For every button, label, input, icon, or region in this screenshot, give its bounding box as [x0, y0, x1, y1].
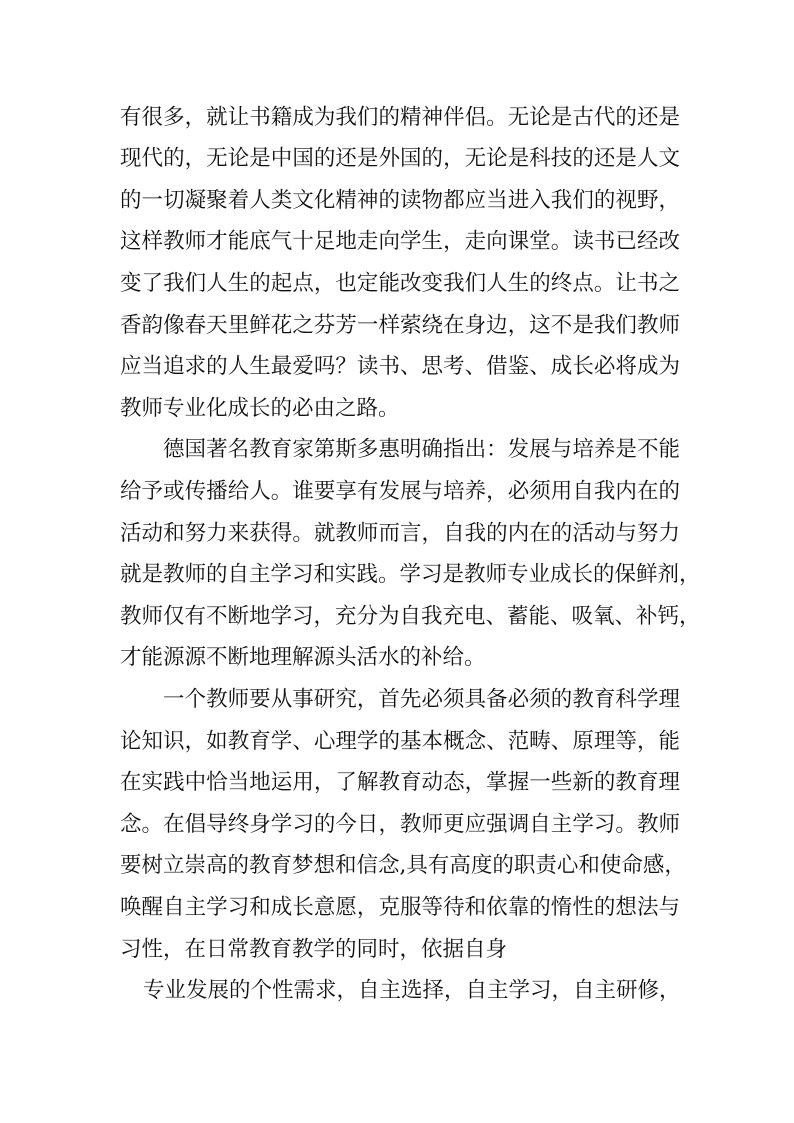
text-line-22: 专业发展的个性需求，自主选择，自主学习，自主研修，: [143, 978, 681, 1003]
text-line-19: 要树立崇高的教育梦想和信念,具有高度的职责心和使命感，: [120, 853, 686, 878]
text-line-5: 变了我们人生的起点，也定能改变我们人生的终点。让书之: [120, 271, 680, 296]
text-line-21: 习性，在日常教育教学的同时，依据自身: [120, 937, 508, 962]
text-line-17: 在实践中恰当地运用，了解教育动态，掌握一些新的教育理: [120, 770, 680, 795]
text-line-8: 教师专业化成长的必由之路。: [120, 396, 400, 421]
text-line-2: 现代的，无论是中国的还是外国的，无论是科技的还是人文: [120, 146, 680, 171]
text-line-13: 教师仅有不断地学习，充分为自我充电、蓄能、吸氧、补钙，: [120, 604, 701, 629]
paragraph-3-first-line: 一个教师要从事研究，首先必须具备必须的教育科学理: [163, 687, 680, 712]
text-line-16: 论知识，如教育学、心理学的基本概念、范畴、原理等，能: [120, 729, 680, 754]
text-line-12: 就是教师的自主学习和实践。学习是教师专业成长的保鲜剂，: [120, 562, 701, 587]
text-line-7: 应当追求的人生最爱吗？读书、思考、借鉴、成长必将成为: [120, 354, 680, 379]
text-line-14: 才能源源不断地理解源头活水的补给。: [120, 645, 486, 670]
text-line-11: 活动和努力来获得。就教师而言，自我的内在的活动与努力: [120, 521, 680, 546]
text-line-20: 唤醒自主学习和成长意愿，克服等待和依靠的惰性的想法与: [120, 895, 680, 920]
text-line-4: 这样教师才能底气十足地走向学生，走向课堂。读书已经改: [120, 229, 680, 254]
text-line-1: 有很多，就让书籍成为我们的精神伴侣。无论是古代的还是: [120, 105, 680, 130]
text-line-18: 念。在倡导终身学习的今日，教师更应强调自主学习。教师: [120, 812, 680, 837]
paragraph-2-first-line: 德国著名教育家第斯多惠明确指出：发展与培养是不能: [163, 437, 680, 462]
text-line-10: 给予或传播给人。谁要享有发展与培养，必须用自我内在的: [120, 479, 680, 504]
text-line-6: 香韵像春天里鲜花之芬芳一样萦绕在身边，这不是我们教师: [120, 313, 680, 338]
text-line-3: 的一切凝聚着人类文化精神的读物都应当进入我们的视野，: [120, 188, 680, 213]
